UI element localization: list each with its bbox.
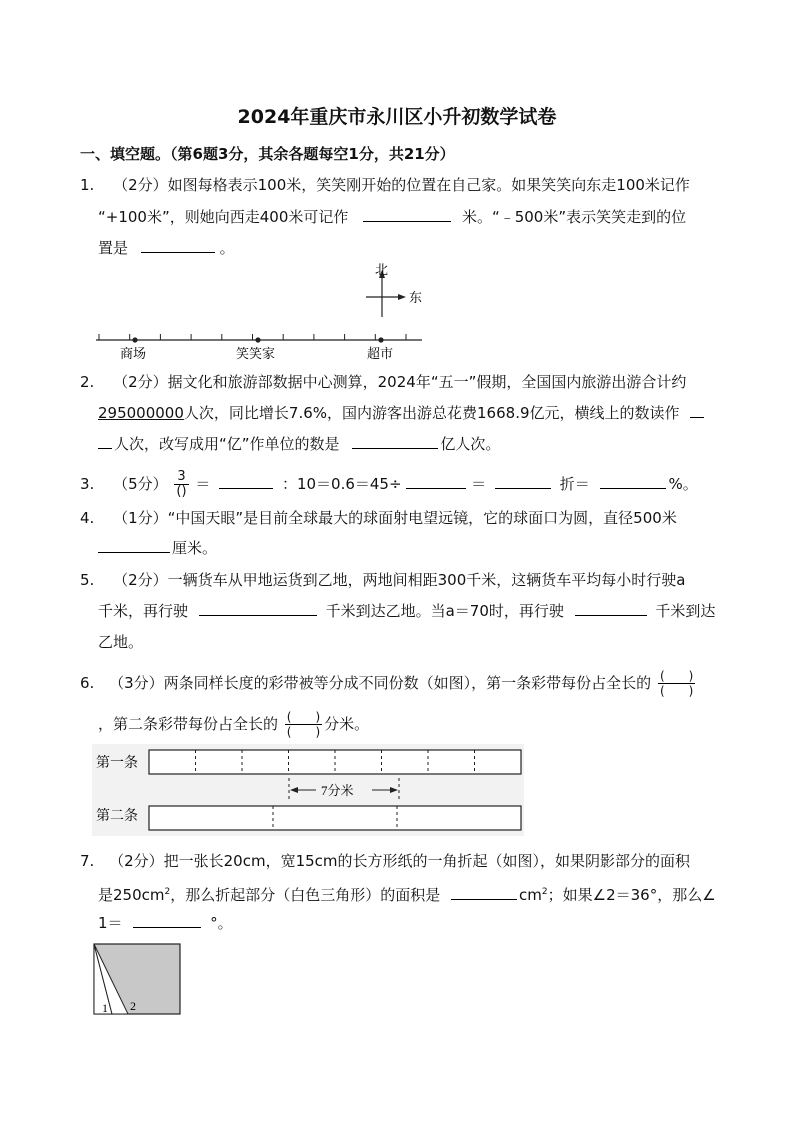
answer-blank[interactable] [98, 538, 170, 553]
answer-blank[interactable] [690, 403, 704, 418]
answer-blank[interactable] [141, 238, 215, 253]
q2-text: 人次，改写成用“亿”作单位的数是 [114, 435, 340, 453]
question-number: 7. [80, 852, 95, 870]
number-line-figure [92, 262, 432, 362]
q7-line3 [98, 913, 233, 933]
q1-text: “+100米”，则她向西走400米可记作 [98, 208, 349, 226]
q7-text: 是250cm [98, 886, 165, 904]
q5-line2 [98, 601, 715, 621]
q1-line3 [98, 238, 235, 258]
q7-text: °。 [210, 914, 233, 932]
q7-text: ；如果∠2＝36°，那么∠ [547, 886, 716, 904]
fraction-denominator[interactable]: ( ) [286, 725, 321, 739]
q6-text: （3分）两条同样长度的彩带被等分成不同份数（如图），第一条彩带每份占全长的 [109, 674, 652, 692]
q1-line2 [98, 207, 686, 227]
q3-fraction [174, 470, 188, 499]
q7-text: （2分）把一张长20cm，宽15cm的长方形纸的一角折起（如图），如果阴影部分的面积 [109, 852, 691, 870]
answer-blank[interactable] [98, 434, 112, 449]
fraction-numerator[interactable]: ( ) [286, 710, 321, 724]
answer-blank[interactable] [600, 474, 666, 489]
section-heading: 一、填空题。（第6题3分，其余各题每空1分，共21分） [80, 145, 455, 163]
q4-line2 [98, 538, 217, 558]
q6-text: 分米。 [324, 715, 370, 733]
q3-text: 折＝ [559, 475, 590, 493]
answer-blank[interactable] [219, 474, 273, 489]
answer-blank[interactable] [495, 474, 551, 489]
q3-text: ：10＝0.6＝45÷ [281, 475, 402, 493]
q2-text: （2分）据文化和旅游部数据中心测算，2024年“五一”假期，全国国内旅游出游合计约 [113, 373, 687, 391]
question-3 [80, 470, 698, 499]
compass-east-label: 东 [409, 290, 423, 305]
question-6 [80, 669, 697, 698]
q3-text: ＝ [195, 475, 211, 493]
question-2 [80, 372, 686, 392]
answer-blank[interactable] [133, 913, 201, 928]
answer-blank[interactable] [575, 601, 647, 616]
answer-blank[interactable] [451, 885, 517, 900]
angle-2-label: 2 [130, 999, 136, 1013]
east-arrowhead [398, 294, 406, 300]
q4-text: 厘米。 [172, 539, 218, 557]
q3-score: （5分） [113, 475, 168, 493]
angle-1-label: 1 [102, 1001, 108, 1015]
q6-fraction-2 [285, 710, 322, 739]
q7-superscript: 2 [164, 887, 171, 897]
strip-2-label: 第二条 [96, 809, 138, 824]
q6-line2 [98, 710, 369, 739]
home-point [255, 337, 260, 342]
fraction-numerator[interactable]: ( ) [659, 669, 694, 683]
answer-blank[interactable] [352, 434, 438, 449]
answer-blank[interactable] [199, 601, 317, 616]
question-number: 5. [80, 571, 95, 589]
question-number: 4. [80, 509, 95, 527]
fraction-denominator: () [176, 484, 187, 499]
q2-line2 [98, 403, 704, 423]
question-1 [80, 175, 690, 195]
measure-label: 7分米 [321, 783, 354, 798]
q6-fraction-1 [658, 669, 695, 698]
q1-text: （2分）如图每格表示100米，笑笑刚开始的位置在自己家。如果笑笑向东走100米记作 [113, 176, 690, 194]
q2-text: 人次，同比增长7.6%，国内游客出游总花费1668.9亿元，横线上的数读作 [183, 404, 680, 422]
q7-text: 1＝ [98, 914, 123, 932]
question-7 [80, 851, 690, 871]
fraction-numerator: 3 [174, 470, 188, 485]
question-5 [80, 570, 685, 590]
q7-text: cm [519, 886, 542, 904]
q2-text: 亿人次。 [440, 435, 501, 453]
page-title: 2024年重庆市永川区小升初数学试卷 [237, 106, 557, 128]
q3-text: ＝ [471, 475, 487, 493]
q4-text: （1分）“中国天眼”是目前全球最大的球面射电望远镜，它的球面口为圆，直径500米 [113, 509, 677, 527]
question-number: 6. [80, 674, 95, 692]
supermarket-point [378, 337, 383, 342]
question-number: 1. [80, 176, 95, 194]
q7-superscript: 2 [541, 887, 548, 897]
answer-blank[interactable] [363, 207, 451, 222]
q3-text: %。 [668, 475, 698, 493]
q1-text: 。 [219, 239, 235, 257]
q1-text: 米。“﹣500米”表示笑笑走到的位 [461, 208, 687, 226]
ribbon-2 [149, 806, 521, 830]
answer-blank[interactable] [406, 474, 466, 489]
folded-paper-figure [90, 940, 186, 1018]
q2-line3 [98, 434, 500, 454]
q5-text: 千米，再行驶 [98, 602, 189, 620]
q7-line2 [98, 882, 716, 905]
compass-north-label: 北 [375, 262, 389, 277]
mall-label: 商场 [120, 346, 147, 361]
strip-1-label: 第一条 [96, 756, 138, 771]
q5-text: 千米到达乙地。当a＝70时，再行驶 [325, 602, 564, 620]
q2-number: 295000000 [98, 404, 184, 422]
q5-text: 千米到达 [655, 602, 716, 620]
q6-text: ，第二条彩带每份占全长的 [98, 715, 279, 733]
mall-point [132, 337, 137, 342]
q1-text: 置是 [98, 239, 129, 257]
home-label: 笑笑家 [236, 346, 276, 361]
question-4 [80, 508, 677, 528]
question-number: 3. [80, 475, 95, 493]
q5-text: （2分）一辆货车从甲地运货到乙地，两地间相距300千米，这辆货车平均每小时行驶a [113, 571, 686, 589]
ribbon-figure [88, 742, 528, 838]
supermarket-label: 超市 [367, 346, 394, 361]
fraction-denominator[interactable]: ( ) [659, 684, 694, 698]
q7-text: ，那么折起部分（白色三角形）的面积是 [170, 886, 441, 904]
question-number: 2. [80, 373, 95, 391]
q5-line3: 乙地。 [98, 633, 144, 651]
